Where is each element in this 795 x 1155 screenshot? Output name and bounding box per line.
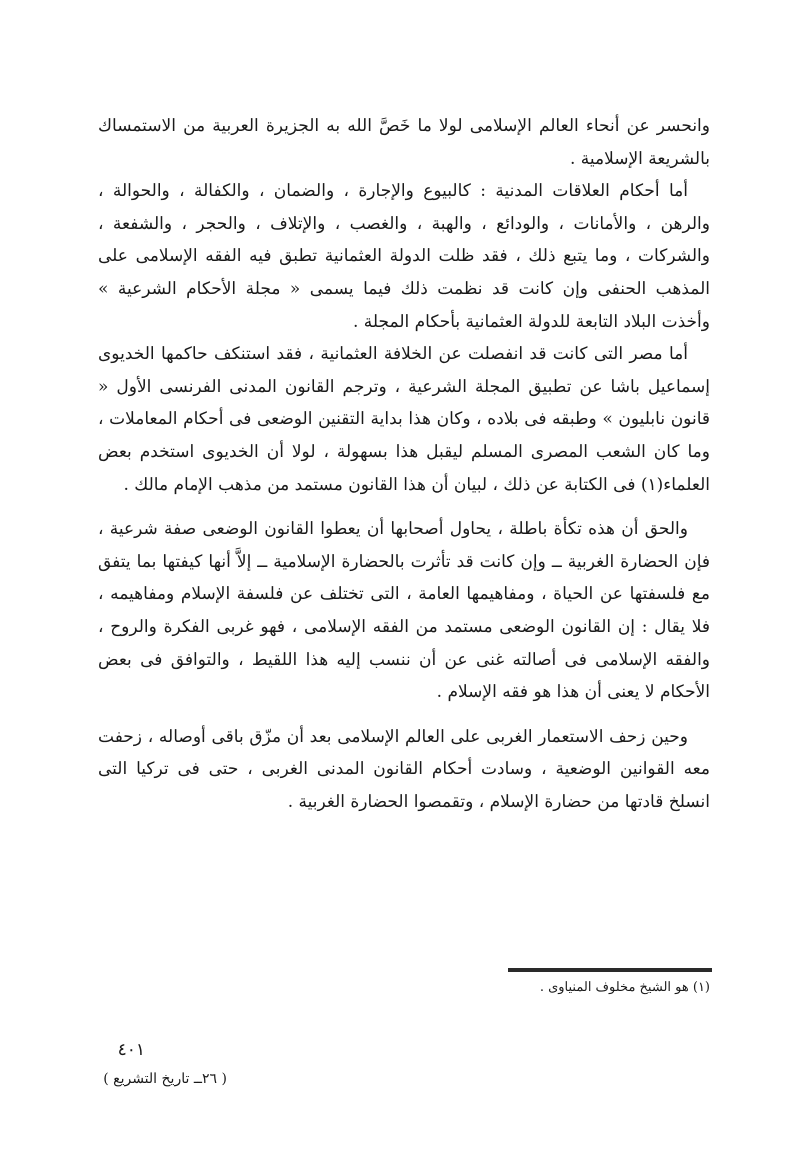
footnote: (١) هو الشيخ مخلوف المنياوى .	[539, 980, 710, 995]
paragraph-1: وانحسر عن أنحاء العالم الإسلامى لولا ما خَصَّ الله به الجزيرة العربية من الاستمساك بالشريعة الإسلامية .	[98, 116, 710, 169]
paragraph-3: أما مصر التى كانت قد انفصلت عن الخلافة العثمانية ، فقد استنكف حاكمها الخديوى إسماعيل باشا عن تطبيق المجلة الشرعية ، وترجم القانون المدنى الفرنسى الأول « قانون نابليون » وطبقه فى بلاده ، وكان هذا بداية التقنين الوضعى فى أحكام المعاملات ، وما كان الشعب المصرى المسلم ليقبل هذا بسهولة ، لولا أن الخديوى استخدم بعض العلماء(١) فى الكتابة عن ذلك ، لبيان أن هذا القانون مستمد من مذهب الإمام مالك .	[98, 344, 710, 495]
footnote-divider	[508, 968, 712, 972]
paragraph-2: أما أحكام العلاقات المدنية : كالبيوع والإجارة ، والضمان ، والكفالة ، والحوالة ، والرهن ، والأمانات ، والودائع ، والهبة ، والغصب ، والإتلاف ، والحجر ، والشفعة ، والشركات ، وما يتبع ذلك ، فقد ظلت الدولة العثمانية تطبق فيه الفقه الإسلامى على المذهب الحنفى وإن كانت قد نظمت ذلك فيما يسمى « مجلة الأحكام الشرعية » وأخذت البلاد التابعة للدولة العثمانية بأحكام المجلة .	[98, 181, 710, 332]
main-text	[98, 110, 710, 818]
page-number: ٤٠١	[117, 1040, 145, 1060]
paragraph-4: والحق أن هذه تكأة باطلة ، يحاول أصحابها أن يعطوا القانون الوضعى صفة شرعية ، فإن الحضارة الغربية ــ وإن كانت قد تأثرت بالحضارة الإسلامية ــ إلاَّ أنها كيفتها بما يتفق مع فلسفتها عن الحياة ، ومفاهيمها العامة ، التى تختلف عن فلسفة الإسلام ومفاهيمه ، فلا يقال : إن القانون الوضعى مستمد من الفقه الإسلامى ، فهو غربى الفكرة والروح ، والفقه الإسلامى فى أصالته غنى عن أن ننسب إليه هذا اللقيط ، والتوافق فى بعض الأحكام لا يعنى أن هذا هو فقه الإسلام .	[98, 519, 710, 703]
paragraph-5: وحين زحف الاستعمار الغربى على العالم الإسلامى بعد أن مزّق باقى أوصاله ، زحفت معه القوانين الوضعية ، وسادت أحكام القانون المدنى الغربى ، حتى فى تركيا التى انسلخ قادتها من حضارة الإسلام ، وتقمصوا الحضارة الغربية .	[98, 726, 710, 812]
book-signature: ( ٢٦ــ تاريخ التشريع )	[103, 1071, 227, 1087]
